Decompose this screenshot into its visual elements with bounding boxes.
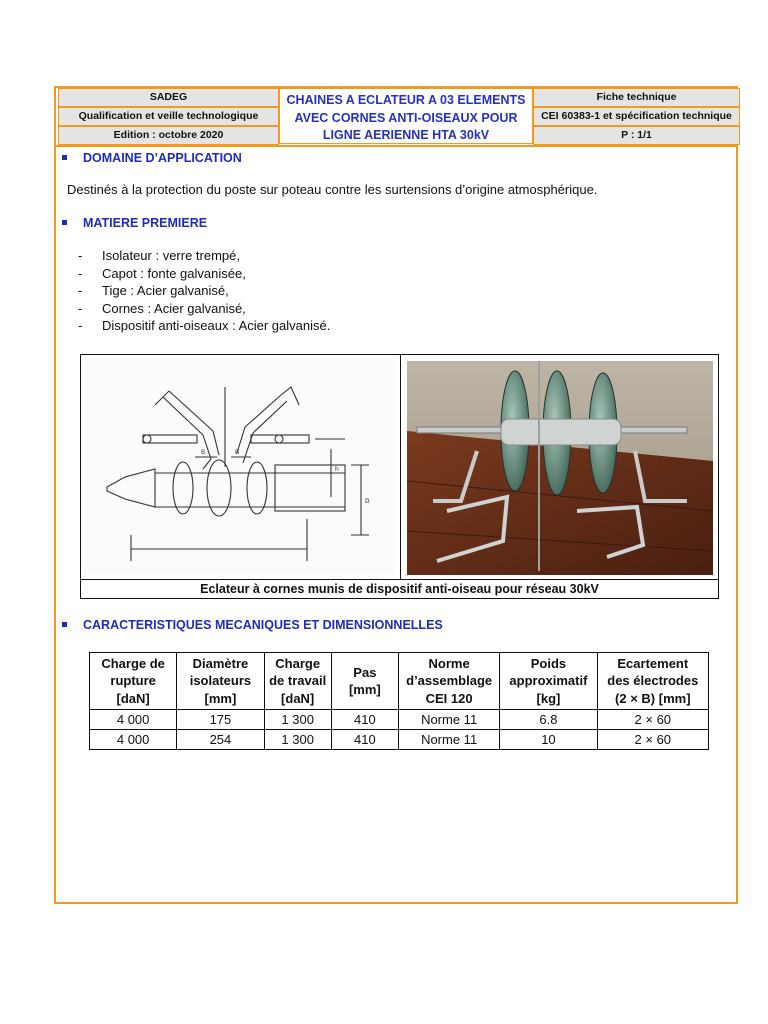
table-cell: 1 300 [264,710,331,730]
title-line-3: LIGNE AERIENNE HTA 30kV [322,128,490,142]
list-item: - Tige : Acier galvanisé, [78,283,229,298]
title-line-2: AVEC CORNES ANTI-OISEAUX POUR [294,110,518,125]
figure-caption: Eclateur à cornes munis de dispositif anti-oiseau pour réseau 30kV [81,579,718,599]
bullet-icon [62,622,67,627]
application-text: Destinés à la protection du poste sur poteau contre les surtensions d’origine atmosphérique. [67,182,598,197]
column-header: Charge de rupture [daN] [90,653,177,710]
column-header: Charge de travail [daN] [264,653,331,710]
figure-box [80,354,719,599]
department-cell: Qualification et veille technologique [58,107,279,126]
section-heading-application [62,151,242,165]
table-cell: 2 × 60 [597,730,708,750]
page-number-cell: P : 1/1 [533,126,740,145]
figure-divider [400,355,401,579]
column-header: Norme d’assemblage CEI 120 [398,653,499,710]
list-item: - Capot : fonte galvanisée, [78,265,246,281]
table-cell: 2 × 60 [597,710,708,730]
list-item: - Cornes : Acier galvanisé, [78,300,246,316]
table-header-row [90,653,709,710]
dimension-label: B [235,449,240,456]
bullet-icon [62,220,67,225]
technical-drawing [85,359,395,575]
materials-list [78,247,330,335]
table-row [90,710,709,730]
column-header: Poids approximatif [kg] [500,653,597,710]
company-cell: SADEG [58,88,279,107]
document-title [279,88,533,144]
section-heading-specs [62,618,443,632]
dimension-label: B [201,449,206,456]
heading-text: MATIERE PREMIERE [83,216,208,230]
table-cell: Norme 11 [398,710,499,730]
technical-sheet [54,86,738,904]
dimension-label: D [365,498,370,505]
product-photo [407,361,713,575]
header-divider [56,145,736,147]
edition-cell: Edition : octobre 2020 [58,126,279,145]
section-heading-materials [62,216,207,230]
doc-type-cell: Fiche technique [533,88,740,107]
table-cell: 410 [331,710,398,730]
list-item: - Dispositif anti-oiseaux : Acier galvanisé. [78,318,331,333]
table-cell: 1 300 [264,730,331,750]
table-cell: 10 [500,730,597,750]
column-header: Diamètre isolateurs [mm] [177,653,264,710]
standard-cell: CEI 60383-1 et spécification technique [533,107,740,126]
table-cell: 254 [177,730,264,750]
table-row [90,730,709,750]
dimension-label: h [335,466,339,473]
table-cell: 4 000 [90,730,177,750]
bullet-icon [62,155,67,160]
heading-text: DOMAINE D’APPLICATION [83,151,242,165]
list-item: - Isolateur : verre trempé, [78,248,240,263]
column-header: Pas [mm] [331,653,398,710]
title-line-1: CHAINES A ECLATEUR A 03 ELEMENTS [286,93,526,107]
table-cell: 4 000 [90,710,177,730]
specs-table [89,652,709,750]
table-cell: 175 [177,710,264,730]
table-cell: Norme 11 [398,730,499,750]
table-cell: 410 [331,730,398,750]
heading-text: CARACTERISTIQUES MECANIQUES ET DIMENSIONNELLES [83,618,443,632]
column-header: Ecartement des électrodes (2 × B) [mm] [597,653,708,710]
table-cell: 6.8 [500,710,597,730]
